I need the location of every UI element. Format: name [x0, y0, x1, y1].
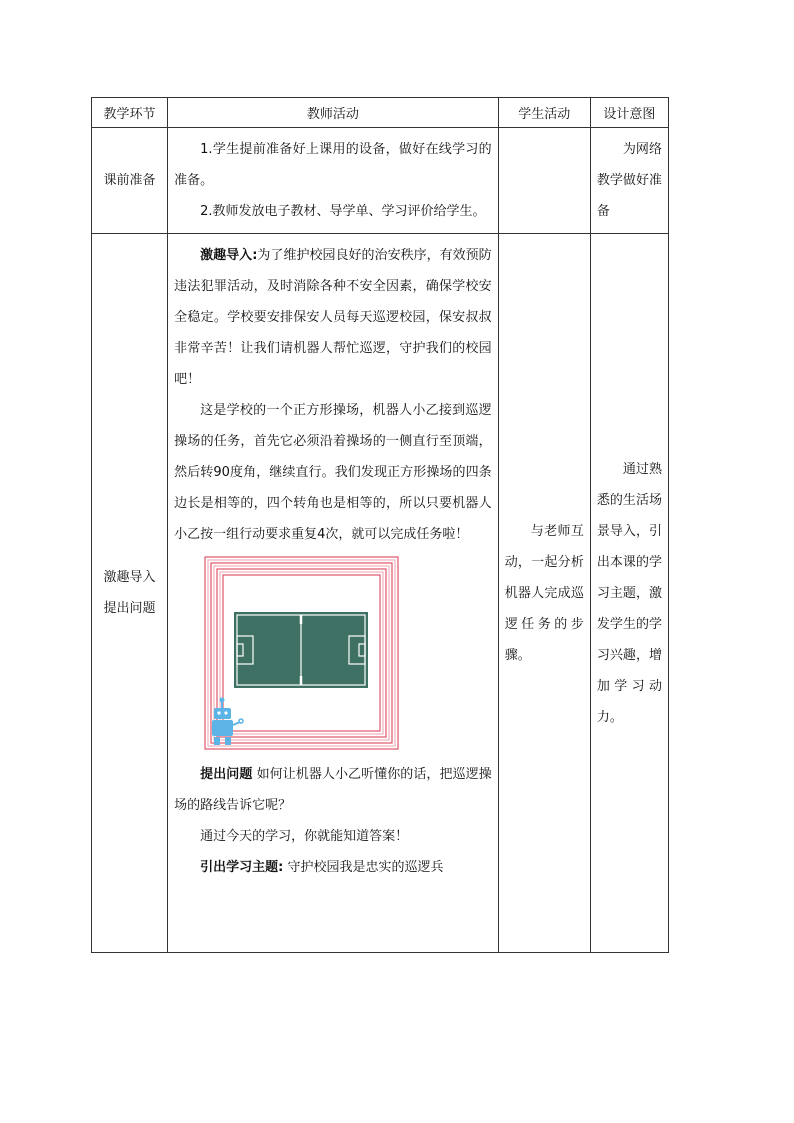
teacher-intro [168, 234, 499, 953]
intro-paragraph [174, 240, 492, 395]
teacher-prep [168, 128, 499, 234]
header-student: 学生活动 [498, 98, 590, 128]
intro-text: 为了维护校园良好的治安秩序，有效预防违法犯罪活动，及时消除各种不安全因素，确保学校安全稳定。学校要安排保安人员每天巡逻校园，保安叔叔非常辛苦！让我们请机器人帮忙巡逻，守护我们的校园吧！ [174, 248, 492, 387]
topic-text: 守护校园我是忠实的巡逻兵 [287, 860, 444, 875]
stage-intro-line2: 提出问题 [103, 601, 156, 616]
lesson-plan-table [91, 97, 669, 953]
topic-label: 引出学习主题: [200, 860, 284, 875]
student-prep [498, 128, 590, 234]
header-stage: 教学环节 [92, 98, 168, 128]
question-paragraph [174, 759, 492, 821]
header-teacher: 教师活动 [168, 98, 499, 128]
design-prep-text: 为网络教学做好准备 [596, 142, 662, 219]
playground-figure [204, 556, 400, 751]
teacher-prep-step1: 1.学生提前准备好上课用的设备，做好在线学习的准备。 [174, 142, 492, 188]
student-intro-text: 与老师互动，一起分析机器人完成巡逻任务的步骤。 [504, 523, 584, 663]
answer-paragraph: 通过今天的学习，你就能知道答案！ [200, 829, 409, 844]
design-intro [590, 234, 668, 953]
playground-illustration [204, 556, 400, 751]
stage-prep: 课前准备 [92, 128, 168, 234]
soccer-field [234, 612, 368, 688]
intro-label: 激趣导入: [200, 248, 258, 263]
teacher-prep-step2: 2.教师发放电子教材、导学单、学习评价给学生。 [200, 204, 486, 219]
scene-paragraph: 这是学校的一个正方形操场，机器人小乙接到巡逻操场的任务，首先它必须沿着操场的一侧直行至顶端，然后转90度角，继续直行。我们发现正方形操场的四条边长是相等的，四个转角也是相等的，所以只要机器人小乙按一组行动要求重复4次，就可以完成任务啦！ [174, 403, 492, 542]
stage-intro-line1: 激趣导入 [103, 570, 156, 585]
student-intro [498, 234, 590, 953]
stage-intro [92, 234, 168, 953]
design-intro-text: 通过熟悉的生活场景导入，引出本课的学习主题，激发学生的学习兴趣，增加学习动力。 [596, 461, 662, 725]
question-label: 提出问题 [200, 767, 253, 782]
design-prep [590, 128, 668, 234]
header-design: 设计意图 [590, 98, 668, 128]
topic-paragraph [174, 852, 492, 883]
question-text: 如何让机器人小乙听懂你的话，把巡逻操场的路线告诉它呢？ [174, 767, 492, 813]
